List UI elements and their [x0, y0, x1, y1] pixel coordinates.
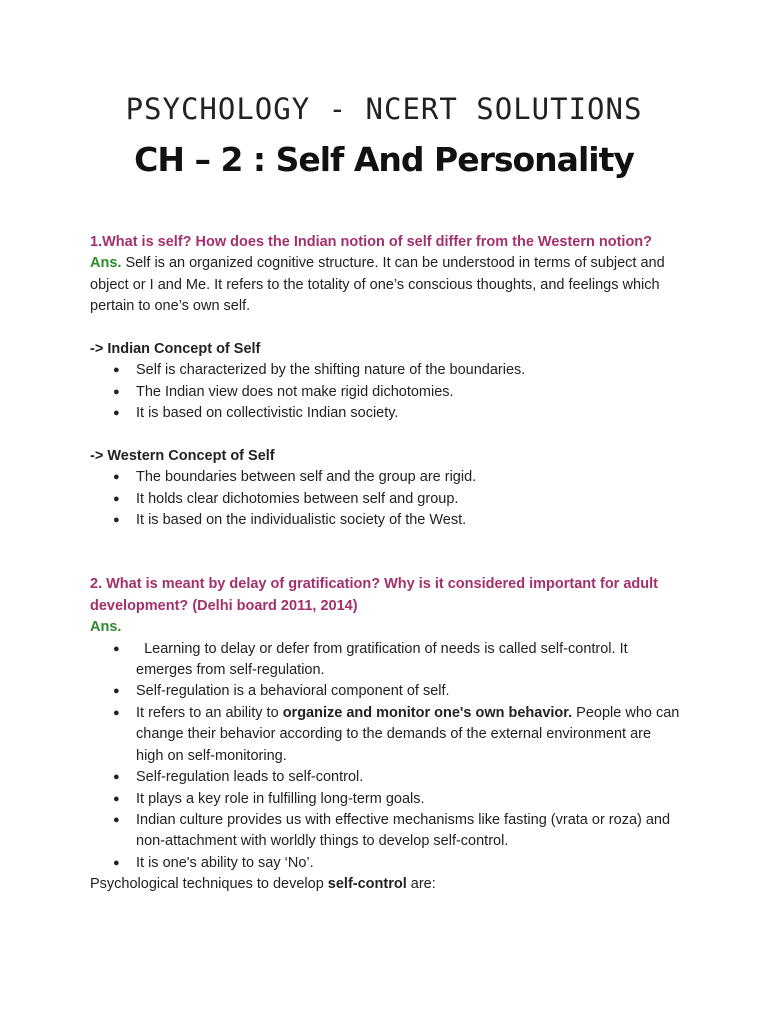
list-item: ● Indian culture provides us with effective mechanisms like fasting (vrata or roza) and non-attachment with worldly things to develop self-control. [113, 811, 671, 850]
bullet-icon: ● [113, 706, 120, 719]
bullet-icon: ● [113, 856, 120, 869]
list-item: ● It holds clear dichotomies between self and group. [90, 489, 680, 510]
list-item: ● It plays a key role in fulfilling long-term goals. [90, 789, 680, 810]
list-item: ● The Indian view does not make rigid dichotomies. [90, 382, 680, 403]
answer-1-text: Self is an organized cognitive structure. It can be understood in terms of subject and object or I and Me. It refers to the totality of one’s conscious thoughts, and feelings which pertain to one’s own self. [90, 255, 665, 315]
question-1: 1.What is self? How does the Indian notion of self differ from the Western notion? [90, 234, 653, 250]
bullet-icon: ● [113, 364, 120, 377]
list-item: ● It is based on collectivistic Indian society. [90, 403, 680, 424]
western-concept-list [90, 467, 680, 531]
question-2: 2. What is meant by delay of gratification? Why is it considered important for adult development? (Delhi board 2011, 2014) [90, 576, 658, 614]
bullet-icon: ● [113, 492, 120, 505]
emphasis-text: self-control [327, 876, 407, 893]
answer-2-list [90, 639, 680, 874]
bullet-icon: ● [113, 385, 120, 398]
document-body [90, 232, 680, 896]
list-item: ● Learning to delay or defer from gratification of needs is called self-control. It emerges from self-regulation. [113, 640, 632, 679]
indian-concept-list [90, 360, 680, 424]
list-item: ● Self is characterized by the shifting nature of the boundaries. [90, 360, 680, 381]
list-item: ● It refers to an ability to organize and monitor one's own behavior. People who can change their behavior according to the demands of the external environment are high on self-monitoring. [113, 704, 680, 764]
list-item: ● Self-regulation leads to self-control. [90, 767, 680, 788]
list-item: ● It is one's ability to say ‘No’. [90, 853, 680, 874]
chapter-title: CH – 2 : Self And Personality [134, 140, 634, 179]
emphasis-text: organize and monitor one's own behavior. [282, 704, 573, 721]
bullet-icon: ● [113, 471, 120, 484]
bullet-icon: ● [113, 813, 120, 826]
closing-line: Psychological techniques to develop self-control are: [90, 876, 436, 893]
bullet-icon: ● [113, 685, 120, 698]
bullet-icon: ● [113, 407, 120, 420]
document-title: PSYCHOLOGY - NCERT SOLUTIONS [125, 92, 643, 126]
list-item: ● It is based on the individualistic society of the West. [90, 510, 680, 531]
list-item: ● The boundaries between self and the group are rigid. [90, 467, 680, 488]
answer-1 [90, 253, 680, 317]
answer-label: Ans. [90, 619, 122, 636]
bullet-icon: ● [113, 642, 120, 655]
answer-label: Ans. [90, 255, 122, 272]
bullet-icon: ● [113, 771, 120, 784]
indian-concept-heading: -> Indian Concept of Self [90, 341, 261, 358]
list-item: ● Self-regulation is a behavioral component of self. [90, 681, 680, 702]
bullet-icon: ● [113, 792, 120, 805]
bullet-icon: ● [113, 514, 120, 527]
western-concept-heading: -> Western Concept of Self [90, 448, 275, 465]
